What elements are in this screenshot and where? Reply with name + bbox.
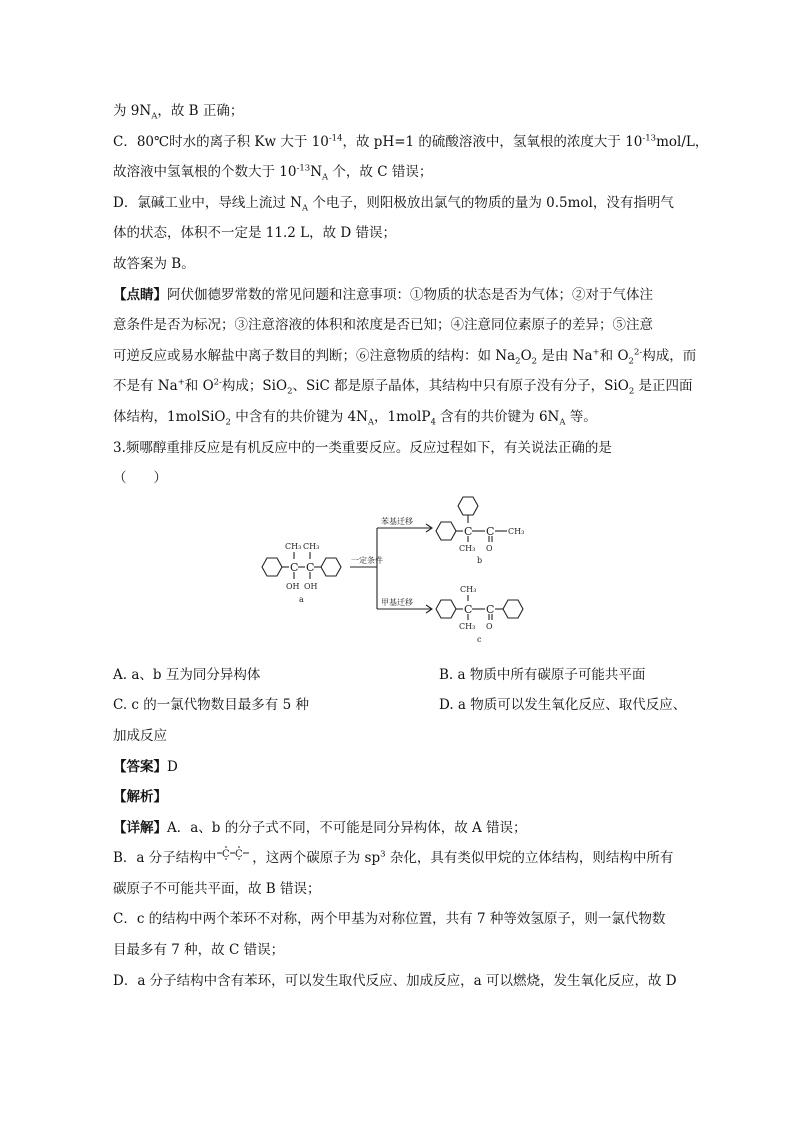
text-span: 、SiC 都是原子晶体，其结构中只有原子没有分子，SiO — [292, 378, 629, 395]
text-span: 阿伏伽德罗常数的常见问题和注意事项：①物质的状态是否为气体；②对于气体注 — [167, 286, 653, 303]
text-span: O — [520, 347, 532, 364]
text-span: 含有的共价键为 6N — [435, 408, 560, 425]
text-span: 不是有 Na — [113, 378, 178, 395]
carbon-label: C — [222, 849, 230, 861]
subscript: 2 — [287, 387, 293, 398]
detail-line — [113, 843, 689, 874]
text-span: 构成，而 — [642, 347, 697, 364]
text-line — [113, 280, 689, 311]
methyl-label: CH₃ — [459, 543, 476, 553]
molecule-a — [262, 542, 341, 604]
text-span: 构成；SiO — [221, 378, 288, 395]
benzene-ring-icon — [262, 558, 282, 576]
text-span: ，故 pH=1 的硫酸溶液中，氢氧根的浓度大于 10 — [342, 133, 643, 150]
label-b: b — [477, 555, 483, 565]
subscript: A — [367, 417, 375, 428]
text-span: 故溶液中氢氧根的个数大于 10 — [113, 164, 297, 181]
superscript: + — [177, 377, 185, 388]
text-span: 是正四面 — [634, 378, 693, 395]
text-line — [113, 127, 709, 158]
document-page — [113, 96, 709, 996]
methyl-migration-label: 甲基迁移 — [381, 597, 413, 607]
benzene-ring-icon — [321, 558, 341, 576]
text-span: N — [310, 164, 322, 181]
text-span: B．a 分子结构中 — [113, 850, 217, 867]
text-line — [113, 371, 693, 402]
carbon-label: C — [464, 602, 473, 616]
benzene-ring-icon — [503, 600, 523, 618]
option-a: A. a、b 互为同分异构体 — [113, 666, 261, 683]
text-span: 为 9N — [113, 103, 152, 119]
phenyl-migration-label: 苯基迁移 — [381, 516, 413, 526]
methyl-label: CH₃ — [460, 584, 477, 594]
molecule-b — [436, 497, 524, 565]
methyl-label: CH₃ — [459, 621, 476, 631]
carbon-label: C — [486, 524, 495, 538]
benzene-ring-icon — [436, 600, 456, 618]
condition-label: 一定条件 — [351, 555, 383, 565]
answer-line — [113, 752, 689, 783]
reaction-scheme — [113, 496, 689, 654]
detail-line: 碳原子不可能共平面，故 B 错误； — [113, 880, 321, 897]
superscript: 2- — [213, 377, 222, 388]
superscript: + — [592, 347, 600, 358]
option-c: C. c 的一氯代物数目最多有 5 种 — [113, 697, 309, 714]
text-span: ，这两个碳原子为 sp — [252, 850, 381, 867]
subscript: 2 — [531, 356, 538, 367]
subscript: A — [322, 172, 329, 183]
oxygen-label: O — [486, 621, 493, 631]
carbon-label: C — [290, 560, 299, 574]
subscript: 2 — [225, 417, 231, 428]
text-span: C．80℃时水的离子积 Kw 大于 10 — [113, 133, 329, 150]
text-line — [113, 157, 689, 188]
text-span: mol/L， — [656, 133, 709, 150]
detail-line — [113, 813, 689, 844]
text-line — [113, 402, 689, 433]
carbon-label: C — [306, 560, 315, 574]
text-span: 和 O — [184, 378, 214, 395]
text-span: A．a、b 的分子式不同，不可能是同分异构体，故 A 错误； — [167, 819, 527, 836]
text-span: 个电子，则阳极放出氯气的物质的量为 0.5mol，没有指明气 — [308, 194, 674, 211]
text-span: 杂化，具有类似甲烷的立体结构，则结构中所有 — [385, 850, 674, 867]
methyl-label: CH₃ — [508, 526, 525, 536]
hydroxyl-label: OH — [286, 581, 300, 591]
detail-line: D．a 分子结构中含有苯环，可以发生取代反应、加成反应，a 可以燃烧，发生氧化反应，故 D — [113, 972, 677, 989]
benzene-ring-icon — [458, 497, 478, 515]
methyl-label: CH₃ — [285, 541, 302, 551]
oxygen-label: O — [486, 543, 493, 553]
text-line — [113, 188, 689, 219]
molecule-c — [436, 585, 523, 644]
carbon-label: C — [235, 849, 243, 861]
superscript: -13 — [296, 163, 311, 174]
detail-line: 目最多有 7 种，故 C 错误； — [113, 942, 285, 959]
subscript: 4 — [430, 417, 436, 428]
option-d: D. a 物质可以发生氧化反应、取代反应、 — [439, 697, 687, 714]
option-b: B. a 物质中所有碳原子可能共平面 — [439, 666, 646, 683]
superscript: 3 — [380, 849, 386, 860]
analysis-tag: 【解析】 — [113, 789, 167, 806]
label-a: a — [299, 594, 304, 604]
subscript: 2 — [515, 356, 521, 367]
options-row-1 — [113, 660, 689, 691]
text-line — [113, 96, 689, 127]
hydroxyl-label: OH — [304, 581, 318, 591]
answer-value: D — [167, 758, 178, 775]
benzene-ring-icon — [436, 522, 456, 540]
text-span: 等。 — [565, 408, 597, 425]
subscript: 2 — [628, 356, 634, 367]
text-span: D．氯碱工业中，导线上流过 N — [113, 194, 302, 211]
detail-tag: 【详解】 — [113, 819, 167, 836]
methyl-label: CH₃ — [303, 541, 320, 551]
text-span: 中含有的共价键为 4N — [230, 408, 368, 425]
c-c-bond-icon — [216, 843, 252, 874]
option-d-continued: 加成反应 — [113, 727, 167, 744]
subscript: A — [151, 111, 158, 122]
label-c: c — [477, 634, 482, 644]
subscript: A — [301, 203, 309, 214]
section-tag: 【点睛】 — [113, 286, 167, 303]
text-span: ，故 B 正确； — [157, 103, 244, 119]
text-line: 故答案为 B。 — [113, 255, 195, 272]
options-row-2 — [113, 690, 689, 721]
text-line: 意条件是否为标况；③注意溶液的体积和浓度是否已知；④注意同位素原子的差异；⑤注意 — [113, 317, 653, 334]
question-stem: 3.频哪醇重排反应是有机反应中的一类重要反应。反应过程如下，有关说法正确的是 — [113, 439, 612, 456]
subscript: A — [559, 417, 566, 428]
text-span: 是由 Na — [537, 347, 593, 364]
superscript: -13 — [642, 133, 657, 144]
superscript: -14 — [328, 133, 343, 144]
detail-line: C．c 的结构中两个苯环不对称，两个甲基为对称位置，共有 7 种等效氢原子，则一氯代物数 — [113, 911, 666, 928]
text-span: 可逆反应或易水解盐中离子数目的判断；⑥注意物质的结构：如 Na — [113, 347, 516, 364]
text-span: 和 O — [599, 347, 629, 364]
text-line: 体的状态，体积不一定是 11.2 L，故 D 错误； — [113, 225, 397, 242]
text-line — [113, 341, 697, 372]
reaction-arrows — [350, 516, 432, 613]
carbon-label: C — [464, 524, 473, 538]
answer-tag: 【答案】 — [113, 758, 167, 775]
subscript: 2 — [628, 387, 635, 398]
carbon-label: C — [486, 602, 495, 616]
text-span: ，1molP — [374, 408, 431, 425]
text-span: 体结构，1molSiO — [113, 408, 226, 425]
text-span: 个，故 C 错误； — [328, 164, 433, 181]
superscript: 2- — [633, 347, 643, 358]
answer-blank: （ ） — [113, 470, 167, 487]
reaction-diagram — [255, 496, 551, 646]
